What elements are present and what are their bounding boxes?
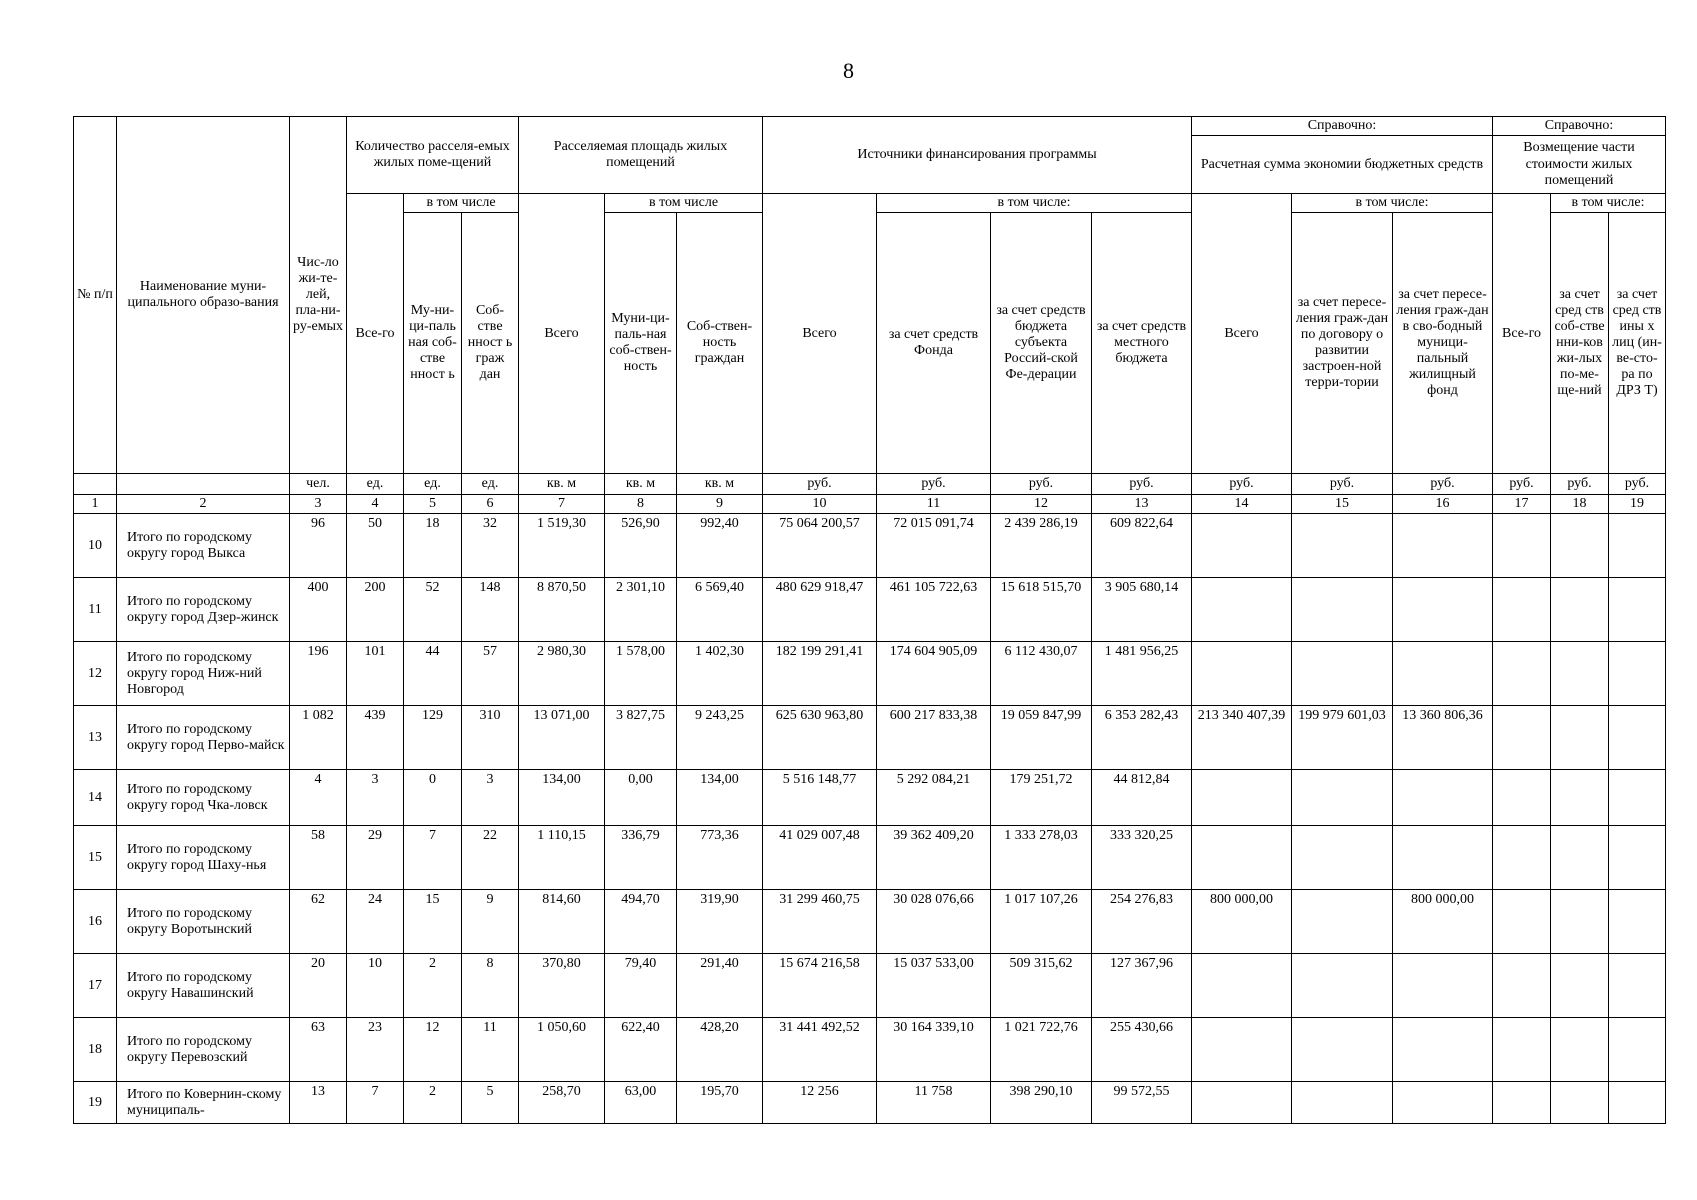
value-cell bbox=[1192, 578, 1292, 642]
value-cell bbox=[1493, 770, 1551, 826]
value-cell bbox=[1292, 1082, 1393, 1124]
value-cell: 800 000,00 bbox=[1393, 890, 1493, 954]
value-cell: 480 629 918,47 bbox=[763, 578, 877, 642]
col-number: 4 bbox=[347, 495, 404, 514]
value-cell bbox=[1393, 1082, 1493, 1124]
value-cell bbox=[1192, 826, 1292, 890]
row-number: 18 bbox=[74, 1018, 117, 1082]
value-cell bbox=[1393, 826, 1493, 890]
value-cell bbox=[1551, 1082, 1609, 1124]
value-cell: 1 082 bbox=[290, 706, 347, 770]
unit-cell bbox=[74, 474, 117, 495]
value-cell bbox=[1609, 770, 1666, 826]
header-ref-economy: Справочно: bbox=[1192, 117, 1493, 136]
value-cell: 5 292 084,21 bbox=[877, 770, 991, 826]
value-cell: 24 bbox=[347, 890, 404, 954]
unit-cell: кв. м bbox=[605, 474, 677, 495]
header-econ-total: Всего bbox=[1192, 194, 1292, 474]
value-cell: 1 402,30 bbox=[677, 642, 763, 706]
table-body bbox=[74, 514, 1666, 1124]
col-number: 2 bbox=[117, 495, 290, 514]
value-cell: 213 340 407,39 bbox=[1192, 706, 1292, 770]
value-cell bbox=[1551, 642, 1609, 706]
value-cell: 44 bbox=[404, 642, 462, 706]
value-cell: 10 bbox=[347, 954, 404, 1018]
unit-cell: чел. bbox=[290, 474, 347, 495]
value-cell: 461 105 722,63 bbox=[877, 578, 991, 642]
value-cell: 31 441 492,52 bbox=[763, 1018, 877, 1082]
value-cell: 11 bbox=[462, 1018, 519, 1082]
value-cell bbox=[1609, 826, 1666, 890]
value-cell bbox=[1393, 642, 1493, 706]
table-row bbox=[74, 890, 1666, 954]
header-economy-group: Расчетная сумма экономии бюджетных средств bbox=[1192, 136, 1493, 194]
value-cell: 2 439 286,19 bbox=[991, 514, 1092, 578]
value-cell bbox=[1551, 890, 1609, 954]
value-cell: 2 bbox=[404, 1082, 462, 1124]
value-cell bbox=[1551, 1018, 1609, 1082]
value-cell bbox=[1192, 514, 1292, 578]
value-cell: 814,60 bbox=[519, 890, 605, 954]
value-cell: 8 bbox=[462, 954, 519, 1018]
municipality-name: Итого по городскому округу город Ниж-ний Новгород bbox=[117, 642, 290, 706]
value-cell: 254 276,83 bbox=[1092, 890, 1192, 954]
header-qty-group: Количество расселя-емых жилых поме-щений bbox=[347, 117, 519, 194]
value-cell: 1 578,00 bbox=[605, 642, 677, 706]
header-fin-local: за счет средств местного бюджета bbox=[1092, 213, 1192, 474]
value-cell: 494,70 bbox=[605, 890, 677, 954]
value-cell bbox=[1551, 826, 1609, 890]
value-cell: 182 199 291,41 bbox=[763, 642, 877, 706]
value-cell bbox=[1493, 706, 1551, 770]
value-cell bbox=[1292, 1018, 1393, 1082]
table-row bbox=[74, 826, 1666, 890]
value-cell: 200 bbox=[347, 578, 404, 642]
value-cell: 22 bbox=[462, 826, 519, 890]
value-cell: 13 360 806,36 bbox=[1393, 706, 1493, 770]
value-cell: 75 064 200,57 bbox=[763, 514, 877, 578]
value-cell bbox=[1493, 578, 1551, 642]
header-residents: Чис-ло жи-те-лей, пла-ни-ру-емых bbox=[290, 117, 347, 474]
value-cell bbox=[1192, 954, 1292, 1018]
value-cell: 255 430,66 bbox=[1092, 1018, 1192, 1082]
col-number: 3 bbox=[290, 495, 347, 514]
unit-cell: руб. bbox=[1092, 474, 1192, 495]
value-cell: 20 bbox=[290, 954, 347, 1018]
unit-cell: ед. bbox=[404, 474, 462, 495]
unit-cell: руб. bbox=[763, 474, 877, 495]
value-cell: 62 bbox=[290, 890, 347, 954]
value-cell bbox=[1292, 514, 1393, 578]
value-cell: 7 bbox=[404, 826, 462, 890]
header-fin-subject: за счет средств бюджета субъекта Россий-ской Фе-дерации bbox=[991, 213, 1092, 474]
value-cell: 509 315,62 bbox=[991, 954, 1092, 1018]
header-area-total: Всего bbox=[519, 194, 605, 474]
table-header bbox=[74, 117, 1666, 514]
row-number: 15 bbox=[74, 826, 117, 890]
header-name: Наименование муни-ципального образо-вания bbox=[117, 117, 290, 474]
value-cell bbox=[1493, 1018, 1551, 1082]
header-comp-incl: в том числе: bbox=[1551, 194, 1666, 213]
value-cell: 1 110,15 bbox=[519, 826, 605, 890]
col-number: 8 bbox=[605, 495, 677, 514]
col-number: 1 bbox=[74, 495, 117, 514]
value-cell bbox=[1493, 642, 1551, 706]
row-number: 11 bbox=[74, 578, 117, 642]
value-cell: 2 980,30 bbox=[519, 642, 605, 706]
value-cell: 96 bbox=[290, 514, 347, 578]
value-cell: 0,00 bbox=[605, 770, 677, 826]
col-number: 12 bbox=[991, 495, 1092, 514]
value-cell: 622,40 bbox=[605, 1018, 677, 1082]
col-number: 5 bbox=[404, 495, 462, 514]
value-cell: 3 905 680,14 bbox=[1092, 578, 1192, 642]
value-cell: 3 bbox=[347, 770, 404, 826]
value-cell: 41 029 007,48 bbox=[763, 826, 877, 890]
value-cell: 9 243,25 bbox=[677, 706, 763, 770]
units-row bbox=[74, 474, 1666, 495]
unit-cell: руб. bbox=[1493, 474, 1551, 495]
value-cell: 8 870,50 bbox=[519, 578, 605, 642]
value-cell bbox=[1551, 706, 1609, 770]
page-number: 8 bbox=[843, 58, 854, 83]
value-cell: 609 822,64 bbox=[1092, 514, 1192, 578]
value-cell bbox=[1493, 1082, 1551, 1124]
table-row bbox=[74, 954, 1666, 1018]
value-cell: 101 bbox=[347, 642, 404, 706]
unit-cell: ед. bbox=[347, 474, 404, 495]
value-cell bbox=[1393, 1018, 1493, 1082]
value-cell: 319,90 bbox=[677, 890, 763, 954]
col-number: 7 bbox=[519, 495, 605, 514]
value-cell: 1 017 107,26 bbox=[991, 890, 1092, 954]
row-number: 12 bbox=[74, 642, 117, 706]
value-cell: 1 333 278,03 bbox=[991, 826, 1092, 890]
value-cell: 336,79 bbox=[605, 826, 677, 890]
col-number: 13 bbox=[1092, 495, 1192, 514]
value-cell: 800 000,00 bbox=[1192, 890, 1292, 954]
value-cell: 6 569,40 bbox=[677, 578, 763, 642]
value-cell bbox=[1393, 514, 1493, 578]
header-qty-mun: Му-ни-ци-паль ная соб-стве нност ь bbox=[404, 213, 462, 474]
value-cell bbox=[1609, 642, 1666, 706]
value-cell: 1 481 956,25 bbox=[1092, 642, 1192, 706]
col-number: 6 bbox=[462, 495, 519, 514]
row-number: 10 bbox=[74, 514, 117, 578]
value-cell bbox=[1551, 954, 1609, 1018]
header-qty-incl: в том числе bbox=[404, 194, 519, 213]
unit-cell: руб. bbox=[1393, 474, 1493, 495]
value-cell bbox=[1292, 954, 1393, 1018]
value-cell bbox=[1292, 890, 1393, 954]
table-row bbox=[74, 1018, 1666, 1082]
value-cell bbox=[1609, 578, 1666, 642]
value-cell: 2 301,10 bbox=[605, 578, 677, 642]
row-number: 13 bbox=[74, 706, 117, 770]
value-cell: 3 827,75 bbox=[605, 706, 677, 770]
value-cell: 19 059 847,99 bbox=[991, 706, 1092, 770]
value-cell: 196 bbox=[290, 642, 347, 706]
unit-cell: руб. bbox=[1292, 474, 1393, 495]
value-cell: 3 bbox=[462, 770, 519, 826]
table-row bbox=[74, 706, 1666, 770]
value-cell bbox=[1609, 706, 1666, 770]
header-ref-compensation: Справочно: bbox=[1493, 117, 1666, 136]
header-no: № п/п bbox=[74, 117, 117, 474]
value-cell: 600 217 833,38 bbox=[877, 706, 991, 770]
table-row bbox=[74, 770, 1666, 826]
col-number: 17 bbox=[1493, 495, 1551, 514]
value-cell bbox=[1609, 1018, 1666, 1082]
value-cell bbox=[1493, 826, 1551, 890]
value-cell bbox=[1292, 770, 1393, 826]
unit-cell: руб. bbox=[1551, 474, 1609, 495]
value-cell: 23 bbox=[347, 1018, 404, 1082]
value-cell: 134,00 bbox=[519, 770, 605, 826]
value-cell: 12 256 bbox=[763, 1082, 877, 1124]
value-cell: 400 bbox=[290, 578, 347, 642]
header-econ-free: за счет пересе-ления граж-дан в сво-бодный муници-пальный жилищный фонд bbox=[1393, 213, 1493, 474]
value-cell: 5 bbox=[462, 1082, 519, 1124]
value-cell: 127 367,96 bbox=[1092, 954, 1192, 1018]
value-cell bbox=[1393, 770, 1493, 826]
value-cell: 15 618 515,70 bbox=[991, 578, 1092, 642]
value-cell: 2 bbox=[404, 954, 462, 1018]
value-cell: 13 071,00 bbox=[519, 706, 605, 770]
unit-cell bbox=[117, 474, 290, 495]
value-cell bbox=[1493, 890, 1551, 954]
value-cell: 179 251,72 bbox=[991, 770, 1092, 826]
value-cell: 99 572,55 bbox=[1092, 1082, 1192, 1124]
unit-cell: кв. м bbox=[519, 474, 605, 495]
header-area-group: Расселяемая площадь жилых помещений bbox=[519, 117, 763, 194]
header-comp-owners: за счет сред ств соб-стве нни-ков жи-лых по-ме-ще-ний bbox=[1551, 213, 1609, 474]
header-econ-incl: в том числе: bbox=[1292, 194, 1493, 213]
value-cell: 44 812,84 bbox=[1092, 770, 1192, 826]
value-cell: 11 758 bbox=[877, 1082, 991, 1124]
value-cell: 526,90 bbox=[605, 514, 677, 578]
unit-cell: ед. bbox=[462, 474, 519, 495]
value-cell: 148 bbox=[462, 578, 519, 642]
resettlement-table bbox=[73, 116, 1666, 1124]
value-cell: 7 bbox=[347, 1082, 404, 1124]
municipality-name: Итого по городскому округу город Чка-ловск bbox=[117, 770, 290, 826]
value-cell: 15 bbox=[404, 890, 462, 954]
value-cell: 72 015 091,74 bbox=[877, 514, 991, 578]
municipality-name: Итого по городскому округу Навашинский bbox=[117, 954, 290, 1018]
unit-cell: руб. bbox=[1609, 474, 1666, 495]
municipality-name: Итого по городскому округу Перевозский bbox=[117, 1018, 290, 1082]
value-cell: 195,70 bbox=[677, 1082, 763, 1124]
header-qty-total: Все-го bbox=[347, 194, 404, 474]
value-cell: 1 050,60 bbox=[519, 1018, 605, 1082]
table-row bbox=[74, 578, 1666, 642]
col-number: 14 bbox=[1192, 495, 1292, 514]
value-cell: 13 bbox=[290, 1082, 347, 1124]
value-cell: 15 674 216,58 bbox=[763, 954, 877, 1018]
value-cell: 134,00 bbox=[677, 770, 763, 826]
col-number: 15 bbox=[1292, 495, 1393, 514]
value-cell: 174 604 905,09 bbox=[877, 642, 991, 706]
col-number: 19 bbox=[1609, 495, 1666, 514]
value-cell bbox=[1609, 514, 1666, 578]
value-cell bbox=[1292, 578, 1393, 642]
value-cell: 29 bbox=[347, 826, 404, 890]
value-cell bbox=[1551, 578, 1609, 642]
value-cell: 5 516 148,77 bbox=[763, 770, 877, 826]
value-cell: 370,80 bbox=[519, 954, 605, 1018]
value-cell: 1 021 722,76 bbox=[991, 1018, 1092, 1082]
header-area-mun: Муни-ци-паль-ная соб-ствен-ность bbox=[605, 213, 677, 474]
row-number: 17 bbox=[74, 954, 117, 1018]
value-cell: 1 519,30 bbox=[519, 514, 605, 578]
municipality-name: Итого по городскому округу город Шаху-нья bbox=[117, 826, 290, 890]
col-number: 10 bbox=[763, 495, 877, 514]
value-cell: 63,00 bbox=[605, 1082, 677, 1124]
value-cell: 773,36 bbox=[677, 826, 763, 890]
value-cell bbox=[1609, 954, 1666, 1018]
unit-cell: кв. м bbox=[677, 474, 763, 495]
municipality-name: Итого по Ковернин-скому муниципаль- bbox=[117, 1082, 290, 1124]
value-cell: 6 112 430,07 bbox=[991, 642, 1092, 706]
value-cell: 398 290,10 bbox=[991, 1082, 1092, 1124]
value-cell: 428,20 bbox=[677, 1018, 763, 1082]
value-cell bbox=[1551, 514, 1609, 578]
value-cell: 6 353 282,43 bbox=[1092, 706, 1192, 770]
value-cell: 9 bbox=[462, 890, 519, 954]
value-cell bbox=[1393, 578, 1493, 642]
unit-cell: руб. bbox=[877, 474, 991, 495]
header-compensation-group: Возмещение части стоимости жилых помещений bbox=[1493, 136, 1666, 194]
value-cell: 57 bbox=[462, 642, 519, 706]
col-number: 16 bbox=[1393, 495, 1493, 514]
value-cell: 625 630 963,80 bbox=[763, 706, 877, 770]
value-cell: 333 320,25 bbox=[1092, 826, 1192, 890]
row-number: 14 bbox=[74, 770, 117, 826]
value-cell: 12 bbox=[404, 1018, 462, 1082]
unit-cell: руб. bbox=[1192, 474, 1292, 495]
header-area-own: Соб-ствен-ность граждан bbox=[677, 213, 763, 474]
value-cell: 30 028 076,66 bbox=[877, 890, 991, 954]
column-numbers-row bbox=[74, 495, 1666, 514]
header-comp-others: за счет сред ств ины х лиц (ин-ве-сто-ра по ДРЗ Т) bbox=[1609, 213, 1666, 474]
value-cell: 4 bbox=[290, 770, 347, 826]
table-row bbox=[74, 514, 1666, 578]
value-cell bbox=[1393, 954, 1493, 1018]
value-cell: 63 bbox=[290, 1018, 347, 1082]
value-cell bbox=[1493, 954, 1551, 1018]
header-fin-total: Всего bbox=[763, 194, 877, 474]
unit-cell: руб. bbox=[991, 474, 1092, 495]
value-cell: 258,70 bbox=[519, 1082, 605, 1124]
value-cell: 992,40 bbox=[677, 514, 763, 578]
value-cell: 39 362 409,20 bbox=[877, 826, 991, 890]
municipality-name: Итого по городскому округу Воротынский bbox=[117, 890, 290, 954]
value-cell: 291,40 bbox=[677, 954, 763, 1018]
value-cell: 310 bbox=[462, 706, 519, 770]
value-cell: 32 bbox=[462, 514, 519, 578]
value-cell: 15 037 533,00 bbox=[877, 954, 991, 1018]
value-cell: 199 979 601,03 bbox=[1292, 706, 1393, 770]
municipality-name: Итого по городскому округу город Перво-майск bbox=[117, 706, 290, 770]
value-cell: 129 bbox=[404, 706, 462, 770]
value-cell bbox=[1292, 826, 1393, 890]
header-financing-group: Источники финансирования программы bbox=[763, 117, 1192, 194]
value-cell: 439 bbox=[347, 706, 404, 770]
value-cell: 31 299 460,75 bbox=[763, 890, 877, 954]
value-cell bbox=[1192, 1018, 1292, 1082]
row-number: 16 bbox=[74, 890, 117, 954]
value-cell bbox=[1292, 642, 1393, 706]
value-cell: 18 bbox=[404, 514, 462, 578]
table-row bbox=[74, 642, 1666, 706]
municipality-name: Итого по городскому округу город Дзер-жинск bbox=[117, 578, 290, 642]
header-econ-drzt: за счет пересе-ления граж-дан по договору о развитии застроен-ной терри-тории bbox=[1292, 213, 1393, 474]
col-number: 18 bbox=[1551, 495, 1609, 514]
value-cell: 0 bbox=[404, 770, 462, 826]
value-cell: 79,40 bbox=[605, 954, 677, 1018]
value-cell: 58 bbox=[290, 826, 347, 890]
col-number: 9 bbox=[677, 495, 763, 514]
value-cell bbox=[1192, 642, 1292, 706]
row-number: 19 bbox=[74, 1082, 117, 1124]
value-cell: 30 164 339,10 bbox=[877, 1018, 991, 1082]
header-comp-total: Все-го bbox=[1493, 194, 1551, 474]
value-cell bbox=[1192, 770, 1292, 826]
value-cell: 52 bbox=[404, 578, 462, 642]
table-row bbox=[74, 1082, 1666, 1124]
col-number: 11 bbox=[877, 495, 991, 514]
value-cell bbox=[1609, 890, 1666, 954]
header-fin-fund: за счет средств Фонда bbox=[877, 213, 991, 474]
value-cell bbox=[1551, 770, 1609, 826]
municipality-name: Итого по городскому округу город Выкса bbox=[117, 514, 290, 578]
header-area-incl: в том числе bbox=[605, 194, 763, 213]
value-cell: 50 bbox=[347, 514, 404, 578]
value-cell bbox=[1493, 514, 1551, 578]
header-qty-own: Соб-стве нност ь граж дан bbox=[462, 213, 519, 474]
header-fin-incl: в том числе: bbox=[877, 194, 1192, 213]
value-cell bbox=[1192, 1082, 1292, 1124]
value-cell bbox=[1609, 1082, 1666, 1124]
